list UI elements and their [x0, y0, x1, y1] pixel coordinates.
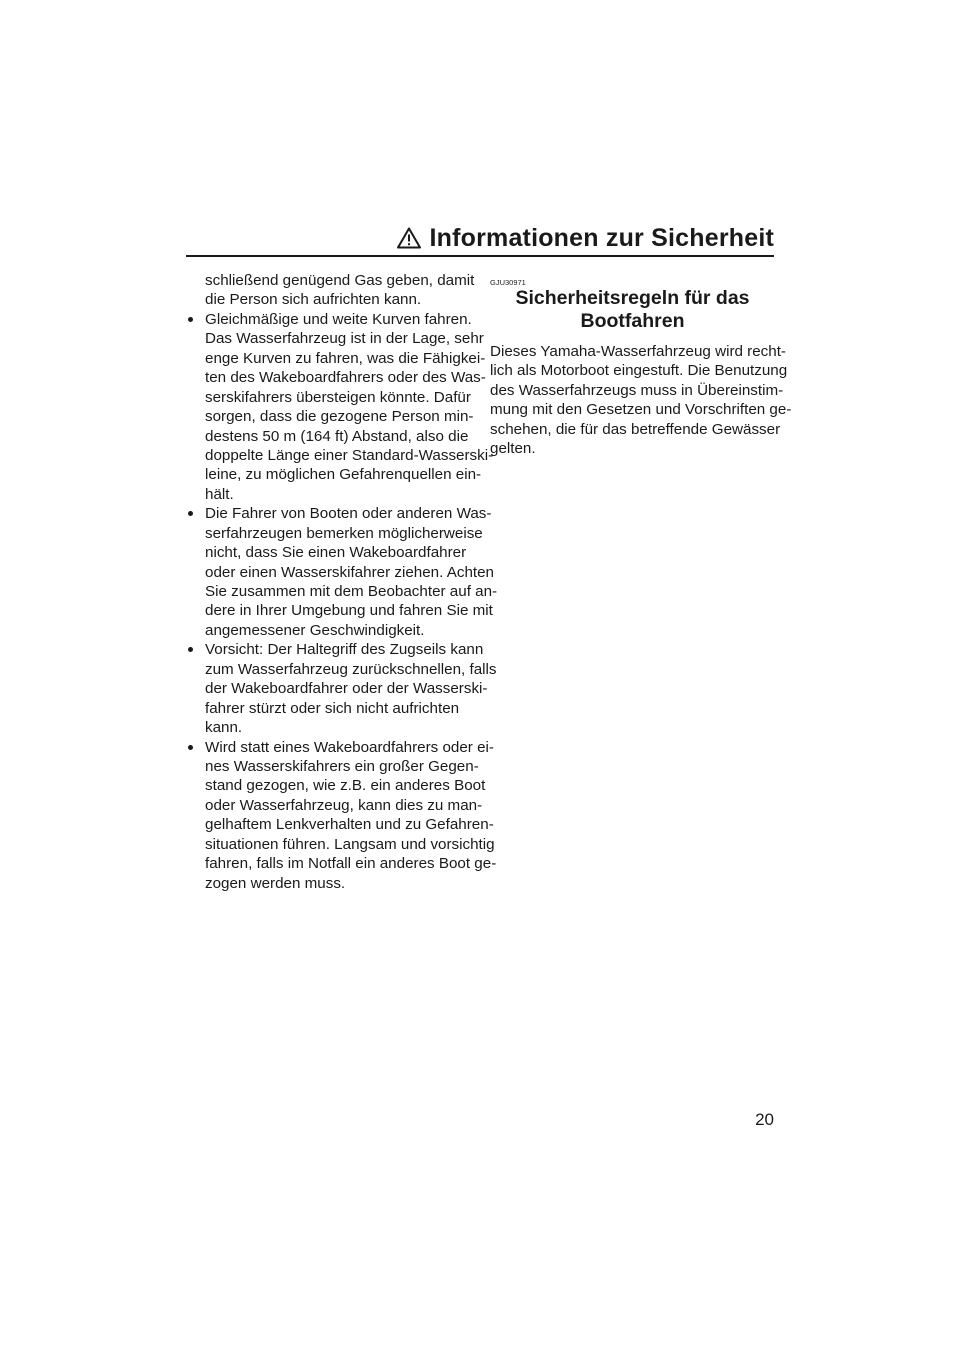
bullet-dot: [188, 511, 193, 516]
text-line: fahren, falls im Notfall ein anderes Boot ge-: [205, 855, 497, 873]
header-rule: [186, 255, 774, 257]
right-column: [490, 278, 792, 459]
text-line: Dieses Yamaha-Wasserfahrzeug wird recht-: [490, 343, 786, 360]
text-line: ten des Wakeboardfahrers oder des Was-: [205, 369, 486, 387]
text-line: schehen, die für das betreffende Gewässer: [490, 420, 781, 438]
text-line: mung mit den Gesetzen und Vorschriften ge-: [490, 401, 792, 419]
text-line: oder einen Wasserskifahrer ziehen. Achten: [205, 563, 494, 581]
text-line: serfahrzeugen bemerken möglicherweise: [205, 524, 483, 542]
text-line: Wird statt eines Wakeboardfahrers oder ei-: [205, 738, 494, 756]
text-line: der Wakeboardfahrer oder der Wasserski-: [205, 680, 488, 698]
text-line: Gleichmäßige und weite Kurven fahren.: [205, 310, 472, 328]
text-line: Vorsicht: Der Haltegriff des Zugseils kann: [205, 641, 484, 659]
page-title: Informationen zur Sicherheit: [429, 224, 774, 252]
bullet-item: [185, 738, 497, 894]
text-line: leine, zu möglichen Gefahrenquellen ein-: [205, 466, 482, 484]
bullet-item: [185, 504, 498, 640]
text-line: stand gezogen, wie z.B. ein anderes Boot: [205, 777, 486, 795]
section-title-line: Sicherheitsregeln für das: [515, 287, 750, 309]
page-number: 20: [755, 1110, 774, 1129]
text-line: nes Wasserskifahrers ein großer Gegen-: [205, 757, 479, 775]
text-line: Sie zusammen mit dem Beobachter auf an-: [205, 583, 498, 600]
text-line: Das Wasserfahrzeug ist in der Lage, sehr: [205, 330, 484, 348]
bullet-dot: [188, 317, 193, 322]
text-line: hält.: [205, 485, 234, 503]
text-line: kann.: [205, 719, 243, 737]
text-line: gelhaftem Lenkverhalten und zu Gefahren-: [205, 816, 494, 834]
text-line: gelten.: [490, 440, 536, 458]
section-body: [490, 342, 792, 459]
text-line: destens 50 m (164 ft) Abstand, also die: [205, 427, 469, 445]
text-line: nicht, dass Sie einen Wakeboardfahrer: [205, 544, 467, 562]
left-column: [185, 271, 498, 893]
text-line: dere in Ihrer Umgebung und fahren Sie mit: [205, 602, 493, 620]
text-line: sorgen, dass die gezogene Person min-: [205, 408, 474, 426]
text-line: zum Wasserfahrzeug zurückschnellen, falls: [205, 660, 497, 678]
section-title: [490, 287, 775, 333]
warning-triangle-icon: [397, 227, 421, 249]
text-line: zogen werden muss.: [205, 874, 346, 892]
text-line: enge Kurven zu fahren, was die Fähigkei-: [205, 349, 486, 367]
text-line: schließend genügend Gas geben, damit: [205, 272, 475, 289]
text-line: Die Fahrer von Booten oder anderen Was-: [205, 505, 492, 523]
bullet-dot: [188, 745, 193, 750]
text-line: die Person sich aufrichten kann.: [205, 291, 422, 309]
text-line: oder Wasserfahrzeug, kann dies zu man-: [205, 796, 483, 814]
section-code: GJU30971: [490, 278, 526, 287]
text-line: des Wasserfahrzeugs muss in Übereinstim-: [490, 381, 784, 399]
text-line: doppelte Länge einer Standard-Wasserski-: [205, 446, 494, 464]
text-line: fahrer stürzt oder sich nicht aufrichten: [205, 699, 460, 717]
text-line: situationen führen. Langsam und vorsichtig: [205, 835, 495, 853]
text-line: serskifahrers übersteigen könnte. Dafür: [205, 388, 471, 406]
bullet-item: [185, 310, 494, 504]
text-line: lich als Motorboot eingestuft. Die Benutzung: [490, 362, 788, 380]
page-header: [186, 222, 774, 258]
text-line: angemessener Geschwindigkeit.: [205, 621, 425, 639]
bullet-item: [185, 640, 497, 737]
section-title-line: Bootfahren: [580, 310, 685, 332]
bullet-dot: [188, 647, 193, 652]
